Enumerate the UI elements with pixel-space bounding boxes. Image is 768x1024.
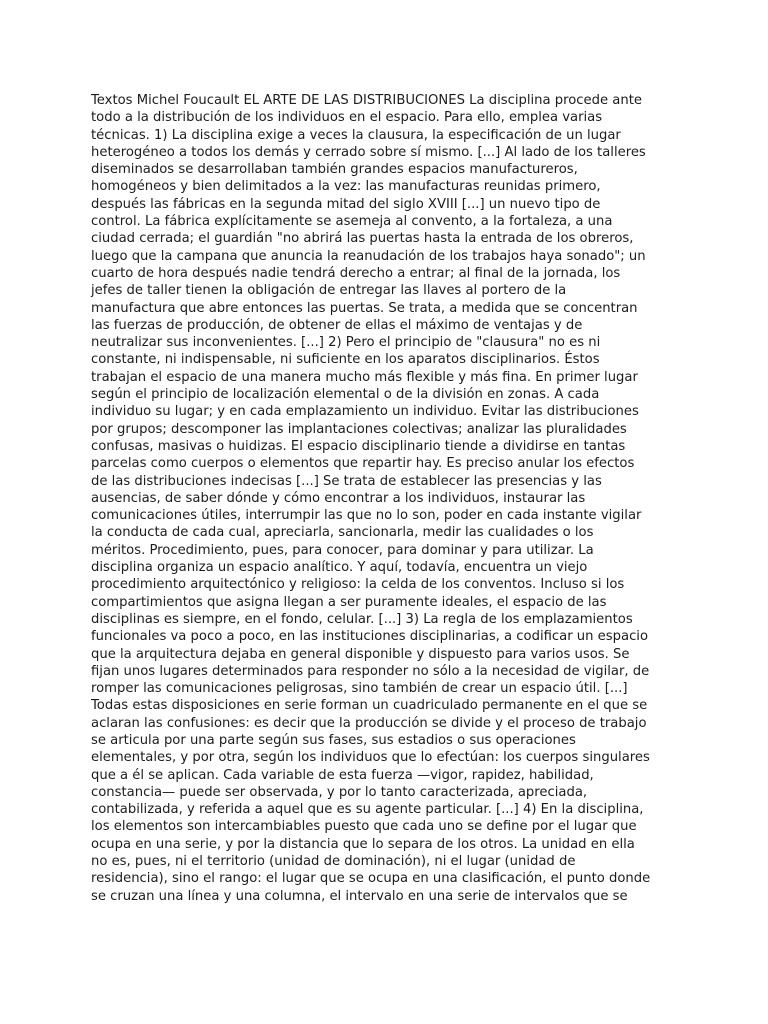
text-line: méritos. Procedimiento, pues, para conocer, para dominar y para utilizar. La	[91, 542, 594, 558]
text-line: después las fábricas en la segunda mitad del siglo XVIII [...] un nuevo tipo de	[91, 196, 601, 212]
text-line: contabilizada, y referida a aquel que es su agente particular. [...] 4) En la disciplina,	[91, 802, 644, 818]
text-line: funcionales va poco a poco, en las instituciones disciplinarias, a codificar un espacio	[91, 629, 649, 645]
text-line: Textos Michel Foucault EL ARTE DE LAS DISTRIBUCIONES La disciplina procede ante	[91, 93, 642, 108]
text-line: luego que la campana que anuncia la reanudación de los trabajos haya sonado"; un	[91, 248, 646, 264]
text-line: no es, pues, ni el territorio (unidad de dominación), ni el lugar (unidad de	[91, 854, 576, 870]
text-line: disciplinas es siempre, en el fondo, celular. [...] 3) La regla de los emplazamientos	[91, 611, 633, 627]
text-line: confusas, masivas o huidizas. El espacio disciplinario tiende a dividirse en tantas	[91, 438, 626, 454]
text-line: constante, ni indispensable, ni suficiente en los aparatos disciplinarios. Éstos	[91, 352, 600, 368]
text-line: Todas estas disposiciones en serie forman un cuadriculado permanente en el que se	[91, 698, 648, 714]
text-line: diseminados se desarrollaban también grandes espacios manufactureros,	[91, 162, 578, 178]
text-line: se cruzan una línea y una columna, el intervalo en una serie de intervalos que se	[91, 888, 628, 904]
text-line: comunicaciones útiles, interrumpir las que no lo son, poder en cada instante vigilar	[91, 508, 642, 524]
text-line: todo a la distribución de los individuos en el espacio. Para ello, emplea varias	[91, 110, 603, 126]
text-line: compartimientos que asigna llegan a ser puramente ideales, el espacio de las	[91, 594, 607, 610]
text-line: trabajan el espacio de una manera mucho más flexible y más fina. En primer lugar	[91, 369, 638, 385]
text-line: ausencias, de saber dónde y cómo encontrar a los individuos, instaurar las	[91, 490, 586, 506]
text-line: la conducta de cada cual, apreciarla, sancionarla, medir las cualidades o los	[91, 525, 594, 541]
body-text	[91, 92, 691, 905]
text-line: residencia), sino el rango: el lugar que se ocupa en una clasificación, el punto donde	[91, 871, 651, 887]
text-line: por grupos; descomponer las implantaciones colectivas; analizar las pluralidades	[91, 421, 627, 437]
text-line: aclaran las confusiones: es decir que la producción se divide y el proceso de trabajo	[91, 715, 647, 731]
text-line: constancia— puede ser observada, y por lo tanto caracterizada, apreciada,	[91, 784, 588, 800]
text-line: procedimiento arquitectónico y religioso: la celda de los conventos. Incluso si los	[91, 577, 625, 593]
text-line: se articula por una parte según sus fases, sus estadios o sus operaciones	[91, 732, 576, 748]
text-line: que la arquitectura dejaba en general disponible y dispuesto para varios usos. Se	[91, 646, 630, 662]
text-line: jefes de taller tienen la obligación de entregar las llaves al portero de la	[91, 283, 567, 299]
text-line: técnicas. 1) La disciplina exige a veces la clausura, la especificación de un lugar	[91, 127, 621, 143]
text-line: cuarto de hora después nadie tendrá derecho a entrar; al final de la jornada, los	[91, 265, 621, 281]
text-line: parcelas como cuerpos o elementos que repartir hay. Es preciso anular los efectos	[91, 456, 635, 472]
text-line: las fuerzas de producción, de obtener de ellas el máximo de ventajas y de	[91, 317, 583, 333]
text-line: homogéneos y bien delimitados a la vez: las manufacturas reunidas primero,	[91, 179, 601, 195]
text-line: disciplina organiza un espacio analítico. Y aquí, todavía, encuentra un viejo	[91, 560, 588, 576]
text-line: manufactura que abre entonces las puertas. Se trata, a medida que se concentran	[91, 300, 638, 316]
text-line: elementales, y por otra, según los individuos que lo efectúan: los cuerpos singulares	[91, 750, 650, 766]
text-line: individuo su lugar; y en cada emplazamiento un individuo. Evitar las distribuciones	[91, 404, 639, 420]
text-line: romper las comunicaciones peligrosas, sino también de crear un espacio útil. [...]	[91, 681, 628, 697]
text-line: de las distribuciones indecisas [...] Se trata de establecer las presencias y las	[91, 473, 602, 489]
text-line: que a él se aplican. Cada variable de esta fuerza —vigor, rapidez, habilidad,	[91, 767, 594, 783]
text-line: ocupa en una serie, y por la distancia que lo separa de los otros. La unidad en ella	[91, 836, 635, 852]
text-line: según el principio de localización elemental o de la división en zonas. A cada	[91, 387, 600, 403]
text-line: fijan unos lugares determinados para responder no sólo a la necesidad de vigilar, de	[91, 663, 650, 679]
text-line: los elementos son intercambiables puesto que cada uno se define por el lugar que	[91, 819, 637, 835]
text-line: heterogéneo a todos los demás y cerrado sobre sí mismo. [...] Al lado de los talleres	[91, 144, 646, 160]
text-line: ciudad cerrada; el guardián "no abrirá las puertas hasta la entrada de los obreros,	[91, 231, 634, 247]
text-line: control. La fábrica explícitamente se asemeja al convento, a la fortaleza, a una	[91, 214, 613, 230]
text-line: neutralizar sus inconvenientes. [...] 2) Pero el principio de "clausura" no es ni	[91, 335, 601, 351]
